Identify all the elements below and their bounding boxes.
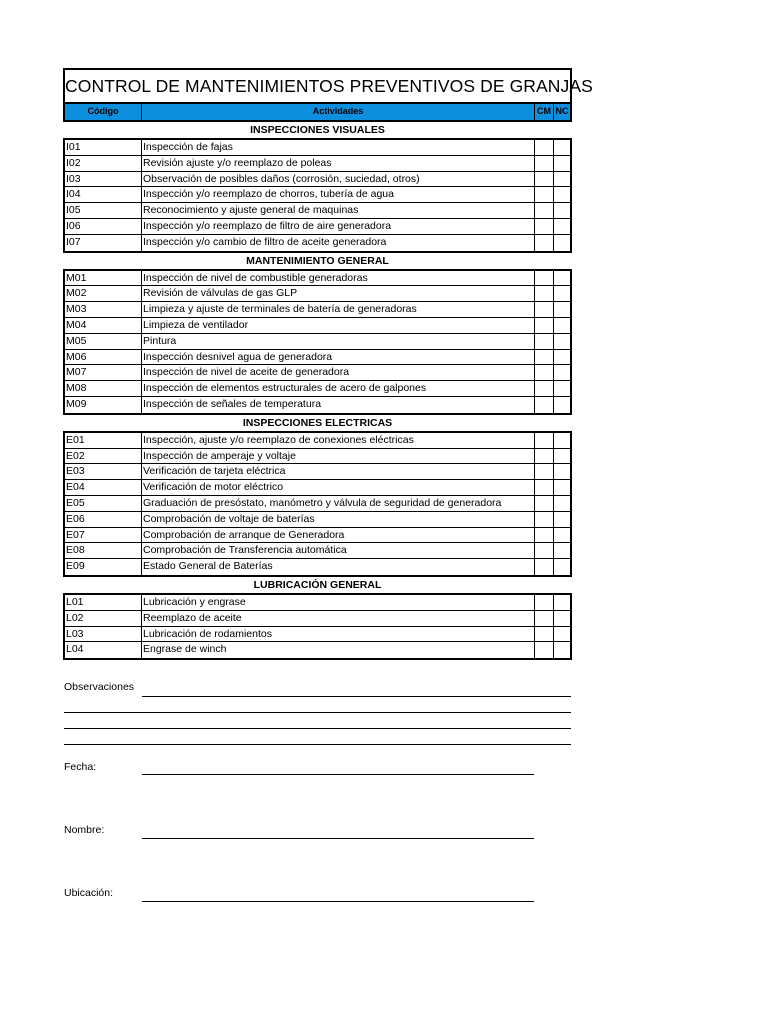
row-activity: Revisión ajuste y/o reemplazo de poleas — [142, 156, 535, 171]
table-row — [65, 334, 570, 350]
table-row — [65, 219, 570, 235]
row-code: I07 — [65, 235, 142, 251]
table-header — [63, 102, 572, 122]
table-row — [65, 480, 570, 496]
cm-checkbox-cell[interactable] — [535, 350, 554, 365]
cm-checkbox-cell[interactable] — [535, 528, 554, 543]
row-activity: Engrase de winch — [142, 642, 535, 658]
cm-checkbox-cell[interactable] — [535, 397, 554, 413]
cm-checkbox-cell[interactable] — [535, 302, 554, 317]
row-code: E04 — [65, 480, 142, 495]
section-title: LUBRICACIÓN GENERAL — [253, 578, 382, 591]
nc-checkbox-cell[interactable] — [554, 203, 570, 218]
table-row — [65, 595, 570, 611]
nc-checkbox-cell[interactable] — [554, 559, 570, 575]
row-code: I02 — [65, 156, 142, 171]
row-activity: Reconocimiento y ajuste general de maquinas — [142, 203, 535, 218]
row-activity: Verificación de tarjeta eléctrica — [142, 464, 535, 479]
nc-checkbox-cell[interactable] — [554, 595, 570, 610]
row-activity: Inspección de nivel de aceite de generadora — [142, 365, 535, 380]
table-row — [65, 140, 570, 156]
row-activity: Inspección de nivel de combustible generadoras — [142, 271, 535, 286]
row-activity: Pintura — [142, 334, 535, 349]
row-activity: Estado General de Baterías — [142, 559, 535, 575]
header-cm: CM — [535, 104, 554, 120]
table-row — [65, 302, 570, 318]
row-code: M09 — [65, 397, 142, 413]
section-block — [63, 138, 572, 253]
row-code: E07 — [65, 528, 142, 543]
table-row — [65, 627, 570, 643]
row-code: E06 — [65, 512, 142, 527]
table-row — [65, 433, 570, 449]
row-code: L04 — [65, 642, 142, 658]
table-row — [65, 611, 570, 627]
header-actividades: Actividades — [142, 104, 535, 120]
row-code: M02 — [65, 286, 142, 301]
row-code: M03 — [65, 302, 142, 317]
row-code: I03 — [65, 172, 142, 187]
table-row — [65, 512, 570, 528]
nombre-label: Nombre: — [64, 824, 105, 836]
nc-checkbox-cell[interactable] — [554, 528, 570, 543]
row-activity: Lubricación y engrase — [142, 595, 535, 610]
nc-checkbox-cell[interactable] — [554, 397, 570, 413]
row-activity: Inspección y/o reemplazo de chorros, tubería de agua — [142, 187, 535, 202]
row-activity: Inspección de elementos estructurales de acero de galpones — [142, 381, 535, 396]
nc-checkbox-cell[interactable] — [554, 464, 570, 479]
nc-checkbox-cell[interactable] — [554, 611, 570, 626]
nc-checkbox-cell[interactable] — [554, 496, 570, 511]
table-row — [65, 350, 570, 366]
cm-checkbox-cell[interactable] — [535, 365, 554, 380]
cm-checkbox-cell[interactable] — [535, 642, 554, 658]
observaciones-line-3[interactable] — [64, 728, 571, 729]
cm-checkbox-cell[interactable] — [535, 512, 554, 527]
table-row — [65, 318, 570, 334]
row-activity: Inspección de amperaje y voltaje — [142, 449, 535, 464]
observaciones-line-4[interactable] — [64, 744, 571, 745]
table-row — [65, 642, 570, 658]
nc-checkbox-cell[interactable] — [554, 187, 570, 202]
cm-checkbox-cell[interactable] — [535, 203, 554, 218]
row-activity: Comprobación de arranque de Generadora — [142, 528, 535, 543]
section-title: INSPECCIONES ELECTRICAS — [242, 416, 393, 429]
row-code: E01 — [65, 433, 142, 448]
fecha-label: Fecha: — [64, 761, 97, 773]
nc-checkbox-cell[interactable] — [554, 642, 570, 658]
row-activity: Revisión de válvulas de gas GLP — [142, 286, 535, 301]
table-row — [65, 172, 570, 188]
nc-checkbox-cell[interactable] — [554, 433, 570, 448]
row-activity: Observación de posibles daños (corrosión, suciedad, otros) — [142, 172, 535, 187]
row-activity: Inspección de señales de temperatura — [142, 397, 535, 413]
observaciones-line-1[interactable] — [142, 696, 571, 697]
cm-checkbox-cell[interactable] — [535, 334, 554, 349]
table-row — [65, 528, 570, 544]
row-activity: Reemplazo de aceite — [142, 611, 535, 626]
table-row — [65, 271, 570, 287]
row-code: M06 — [65, 350, 142, 365]
section-title: INSPECCIONES VISUALES — [250, 124, 385, 136]
section-block — [63, 269, 572, 415]
nc-checkbox-cell[interactable] — [554, 350, 570, 365]
table-row — [65, 187, 570, 203]
nc-checkbox-cell[interactable] — [554, 219, 570, 234]
row-code: M07 — [65, 365, 142, 380]
row-code: E02 — [65, 449, 142, 464]
row-activity: Graduación de presóstato, manómetro y válvula de seguridad de generadora — [142, 496, 535, 511]
row-code: M08 — [65, 381, 142, 396]
nc-checkbox-cell[interactable] — [554, 286, 570, 301]
nc-checkbox-cell[interactable] — [554, 365, 570, 380]
nc-checkbox-cell[interactable] — [554, 381, 570, 396]
observaciones-label: Observaciones — [64, 681, 135, 693]
section-block — [63, 431, 572, 577]
nc-checkbox-cell[interactable] — [554, 302, 570, 317]
row-activity: Lubricación de rodamientos — [142, 627, 535, 642]
nc-checkbox-cell[interactable] — [554, 627, 570, 642]
cm-checkbox-cell[interactable] — [535, 286, 554, 301]
table-row — [65, 365, 570, 381]
table-row — [65, 235, 570, 251]
cm-checkbox-cell[interactable] — [535, 271, 554, 286]
row-code: I06 — [65, 219, 142, 234]
row-code: E03 — [65, 464, 142, 479]
row-activity: Inspección desnivel agua de generadora — [142, 350, 535, 365]
cm-checkbox-cell[interactable] — [535, 595, 554, 610]
row-code: I05 — [65, 203, 142, 218]
cm-checkbox-cell[interactable] — [535, 543, 554, 558]
page-title: CONTROL DE MANTENIMIENTOS PREVENTIVOS DE GRANJAS — [63, 68, 572, 102]
row-code: L03 — [65, 627, 142, 642]
ubicacion-label: Ubicación: — [64, 887, 114, 899]
header-codigo: Código — [65, 104, 142, 120]
row-code: M04 — [65, 318, 142, 333]
maintenance-checklist — [63, 68, 593, 660]
cm-checkbox-cell[interactable] — [535, 156, 554, 171]
nc-checkbox-cell[interactable] — [554, 480, 570, 495]
sections-container — [63, 122, 572, 660]
row-code: I04 — [65, 187, 142, 202]
cm-checkbox-cell[interactable] — [535, 464, 554, 479]
nc-checkbox-cell[interactable] — [554, 512, 570, 527]
row-code: I01 — [65, 140, 142, 155]
cm-checkbox-cell[interactable] — [535, 172, 554, 187]
cm-checkbox-cell[interactable] — [535, 559, 554, 575]
cm-checkbox-cell[interactable] — [535, 187, 554, 202]
cm-checkbox-cell[interactable] — [535, 433, 554, 448]
row-code: E05 — [65, 496, 142, 511]
cm-checkbox-cell[interactable] — [535, 219, 554, 234]
section-block — [63, 593, 572, 660]
row-code: E09 — [65, 559, 142, 575]
cm-checkbox-cell[interactable] — [535, 381, 554, 396]
row-activity: Comprobación de Transferencia automática — [142, 543, 535, 558]
cm-checkbox-cell[interactable] — [535, 496, 554, 511]
nombre-line[interactable] — [142, 838, 534, 839]
nc-checkbox-cell[interactable] — [554, 334, 570, 349]
row-code: L01 — [65, 595, 142, 610]
row-activity: Comprobación de voltaje de baterías — [142, 512, 535, 527]
cm-checkbox-cell[interactable] — [535, 627, 554, 642]
nc-checkbox-cell[interactable] — [554, 271, 570, 286]
row-activity: Limpieza de ventilador — [142, 318, 535, 333]
row-activity: Inspección y/o reemplazo de filtro de aire generadora — [142, 219, 535, 234]
table-row — [65, 286, 570, 302]
table-row — [65, 464, 570, 480]
table-row — [65, 397, 570, 413]
row-activity: Verificación de motor eléctrico — [142, 480, 535, 495]
row-activity: Inspección y/o cambio de filtro de aceite generadora — [142, 235, 535, 251]
cm-checkbox-cell[interactable] — [535, 140, 554, 155]
table-row — [65, 543, 570, 559]
header-nc: NC — [555, 106, 569, 116]
row-code: E08 — [65, 543, 142, 558]
ubicacion-line[interactable] — [142, 901, 534, 902]
row-activity: Inspección de fajas — [142, 140, 535, 155]
table-row — [65, 496, 570, 512]
nc-checkbox-cell[interactable] — [554, 318, 570, 333]
cm-checkbox-cell[interactable] — [535, 611, 554, 626]
row-code: M01 — [65, 271, 142, 286]
fecha-line[interactable] — [142, 774, 534, 775]
table-row — [65, 203, 570, 219]
cm-checkbox-cell[interactable] — [535, 318, 554, 333]
table-row — [65, 381, 570, 397]
cm-checkbox-cell[interactable] — [535, 449, 554, 464]
table-row — [65, 449, 570, 465]
nc-checkbox-cell[interactable] — [554, 172, 570, 187]
nc-checkbox-cell[interactable] — [554, 543, 570, 558]
nc-checkbox-cell[interactable] — [554, 449, 570, 464]
row-code: L02 — [65, 611, 142, 626]
section-title: MANTENIMIENTO GENERAL — [246, 254, 389, 267]
nc-checkbox-cell[interactable] — [554, 140, 570, 155]
observaciones-line-2[interactable] — [64, 712, 571, 713]
table-row — [65, 156, 570, 172]
nc-checkbox-cell[interactable] — [554, 235, 570, 251]
row-activity: Limpieza y ajuste de terminales de batería de generadoras — [142, 302, 535, 317]
table-row — [65, 559, 570, 575]
cm-checkbox-cell[interactable] — [535, 235, 554, 251]
nc-checkbox-cell[interactable] — [554, 156, 570, 171]
row-activity: Inspección, ajuste y/o reemplazo de conexiones eléctricas — [142, 433, 535, 448]
row-code: M05 — [65, 334, 142, 349]
cm-checkbox-cell[interactable] — [535, 480, 554, 495]
